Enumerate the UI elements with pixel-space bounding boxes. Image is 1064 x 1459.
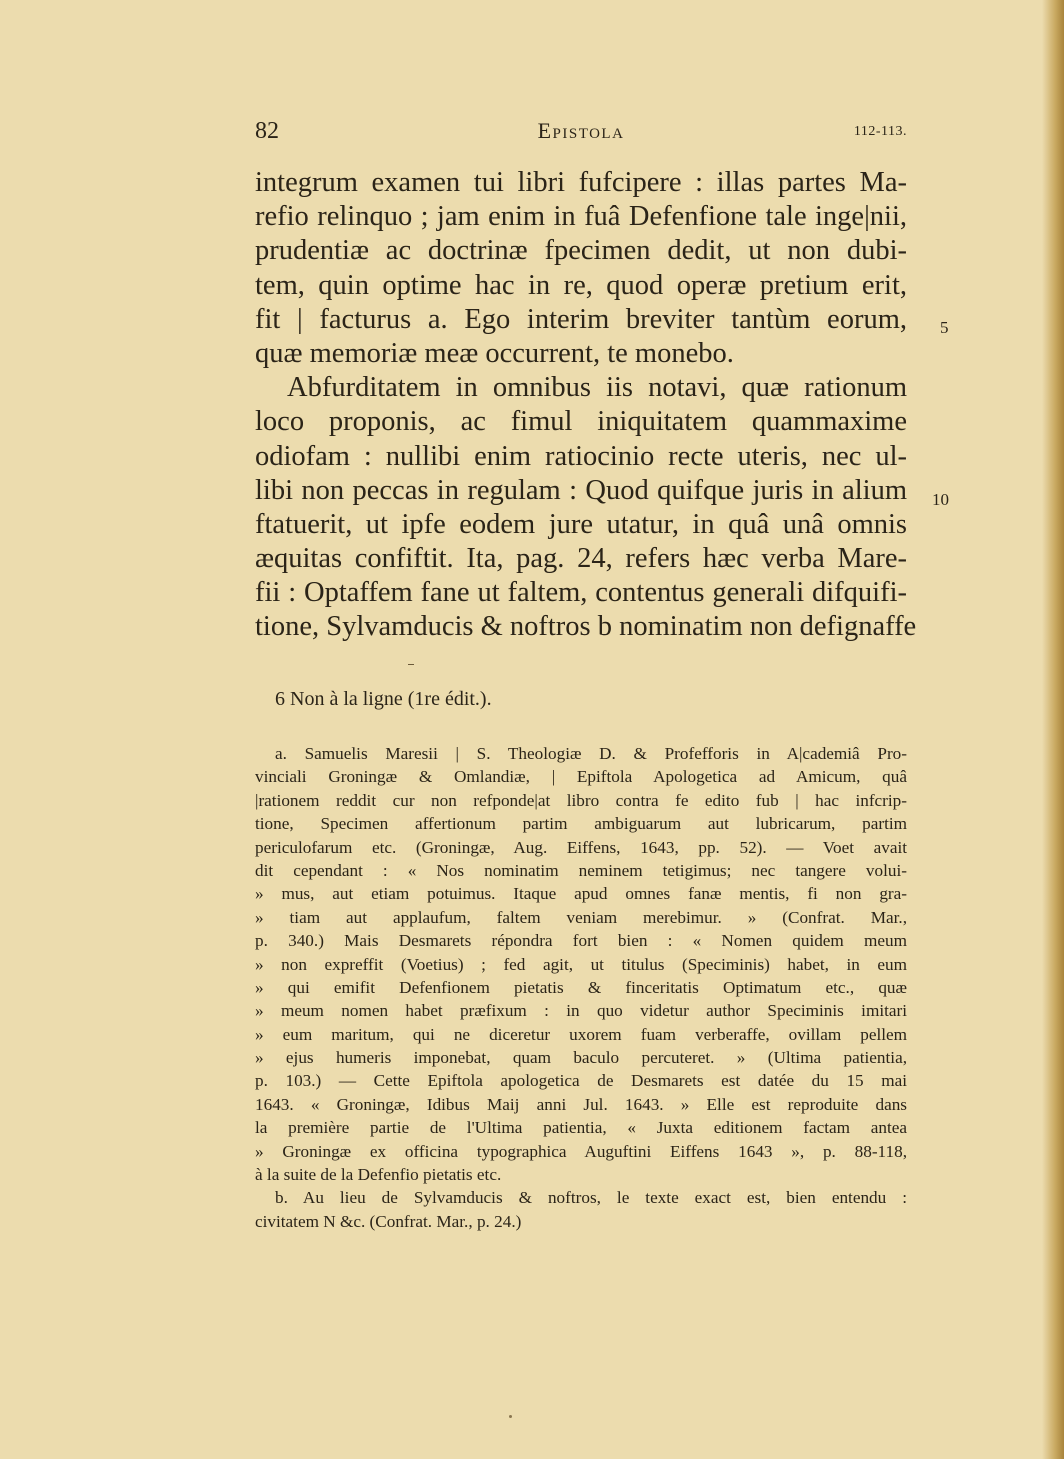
text-line: loco proponis, ac fimul iniquitatem quammaxime (255, 406, 907, 438)
footnote-line: vinciali Groningæ & Omlandiæ, | Epiftola Apologetica ad Amicum, quâ (255, 767, 907, 787)
footnote-line: à la suite de la Defenfio pietatis etc. (255, 1165, 502, 1185)
footnote-line: tione, Specimen affertionum partim ambiguarum aut lubricarum, partim (255, 814, 907, 834)
footnote-line: |rationem reddit cur non refponde|at libro contra fe edito fub | hac infcrip- (255, 790, 907, 810)
footnote-line: » mus, aut etiam potuimus. Itaque apud omnes fanæ mentis, fi non gra- (255, 884, 907, 904)
text-line: integrum examen tui libri fufcipere : illas partes Ma- (255, 167, 907, 198)
footnote-line: civitatem N &c. (Confrat. Mar., p. 24.) (255, 1211, 522, 1231)
footnote-line: la première partie de l'Ultima patientia, « Juxta editionem factam antea (255, 1118, 907, 1138)
footnote-line: » ejus humeris imponebat, quam baculo percuteret. » (Ultima patientia, (255, 1048, 907, 1068)
footnote-line: » eum maritum, qui ne diceretur uxorem fuam verberaffe, ovillam pellem (255, 1024, 907, 1044)
separator-mark (408, 664, 414, 665)
footnote-line: » non expreffit (Voetius) ; fed agit, ut titulus (Speciminis) habet, in eum (255, 954, 907, 974)
text-line: libi non peccas in regulam : Quod quifque juris in alium (255, 474, 907, 506)
footnote-line: dit cependant : « Nos nominatim neminem tetigimus; nec tangere volui- (255, 860, 907, 880)
main-text (255, 166, 917, 645)
footnotes (255, 742, 907, 1233)
line-number-10: 10 (932, 490, 949, 509)
footnote-line: p. 103.) — Cette Epiftola apologetica de Desmarets est datée du 15 mai (255, 1071, 907, 1091)
text-line: ftatuerit, ut ipfe eodem jure utatur, in quâ unâ omnis (255, 508, 907, 540)
folio-range: 112-113. (853, 124, 907, 139)
footnote-line: p. 340.) Mais Desmarets répondra fort bien : « Nomen quidem meum (255, 931, 907, 951)
footnote-line: 1643. « Groningæ, Idibus Maij anni Jul. 1643. » Elle est reproduite dans (255, 1094, 907, 1114)
variant-note: 6 Non à la ligne (1re édit.). (275, 688, 492, 710)
footnote-line: » tiam aut applaufum, faltem veniam merebimur. » (Confrat. Mar., (255, 907, 907, 927)
text-line: quæ memoriæ meæ occurrent, te monebo. (255, 337, 734, 369)
text-line: æquitas confiftit. Ita, pag. 24, refers hæc verba Mare- (255, 543, 907, 575)
text-line: prudentiæ ac doctrinæ fpecimen dedit, ut non dubi- (255, 235, 907, 267)
footnote-line: » meum nomen habet præfixum : in quo videtur author Speciminis imitari (255, 1001, 907, 1021)
page-number: 82 (255, 118, 279, 144)
text-line: Abfurditatem in omnibus iis notavi, quæ rationum (287, 372, 907, 404)
page-edge-shadow (1042, 0, 1064, 1459)
text-line: odiofam : nullibi enim ratiocinio recte uteris, nec ul- (255, 440, 907, 472)
footnote-line: a. Samuelis Maresii | S. Theologiæ D. & Profefforis in A|cademiâ Pro- (275, 744, 907, 763)
page-header (255, 118, 907, 148)
footnote-line: » Groningæ ex officina typographica Auguftini Eiffens 1643 », p. 88-118, (255, 1141, 907, 1161)
page-speck (509, 1415, 512, 1418)
footnote-line: periculofarum etc. (Groningæ, Aug. Eiffens, 1643, pp. 52). — Voet avait (255, 837, 907, 857)
text-line: tione, Sylvamducis & noftros b nominatim non defignaffe (255, 611, 917, 643)
text-line: refio relinquo ; jam enim in fuâ Defenfione tale inge|nii, (255, 201, 907, 233)
text-line: fit | facturus a. Ego interim breviter tantùm eorum, (255, 303, 907, 335)
text-line: fii : Optaffem fane ut faltem, contentus generali difquifi- (255, 577, 907, 609)
line-number-5: 5 (940, 318, 949, 337)
text-line: tem, quin optime hac in re, quod operæ pretium erit, (255, 269, 907, 301)
running-title: Epistola (537, 118, 625, 143)
footnote-line: » qui emifit Defenfionem pietatis & finceritatis Optimatum etc., quæ (255, 977, 907, 997)
footnote-line: b. Au lieu de Sylvamducis & noftros, le texte exact est, bien entendu : (275, 1188, 907, 1208)
